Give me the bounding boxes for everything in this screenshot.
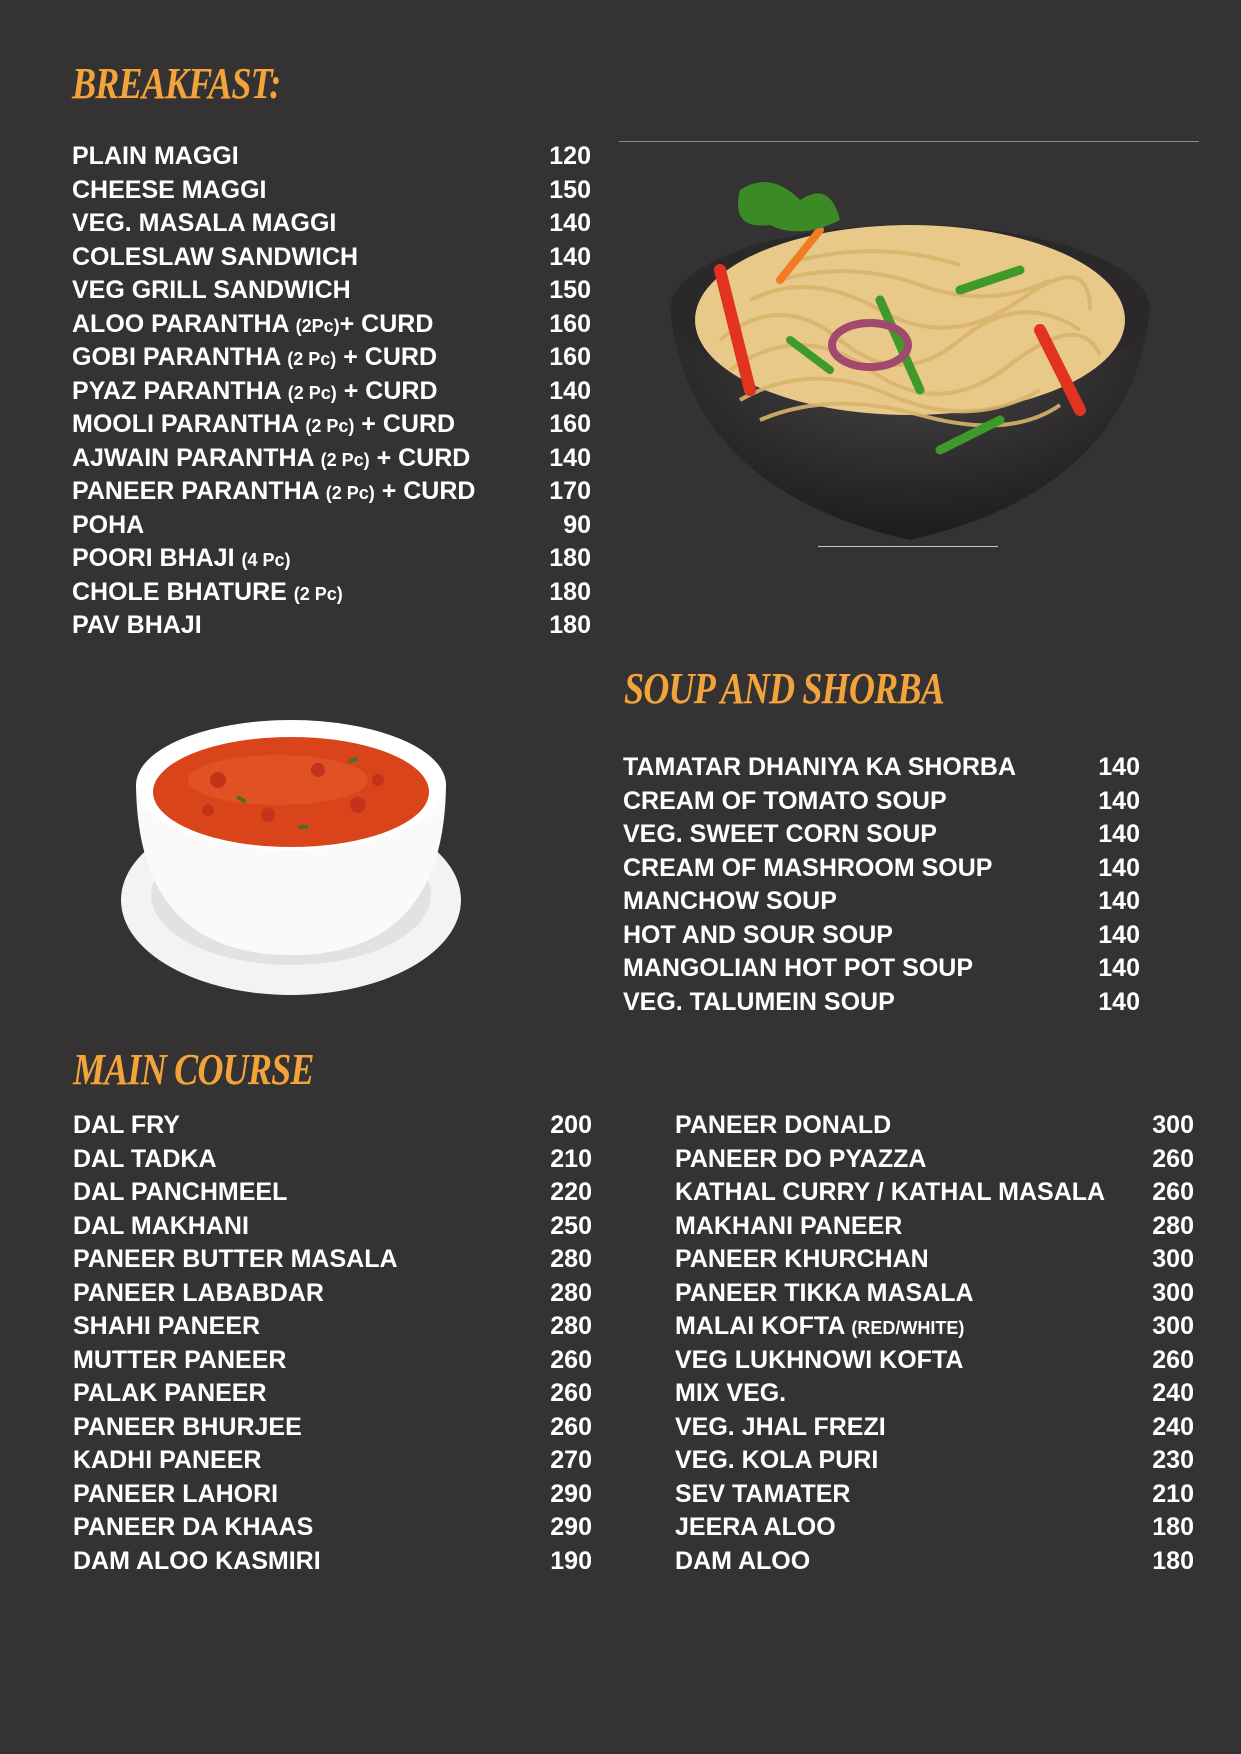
item-name-text: VEG GRILL SANDWICH [72,276,351,304]
menu-item [72,609,591,643]
item-name-text: VEG LUKHNOWI KOFTA [675,1345,964,1374]
menu-item [73,1511,592,1545]
menu-item-price: 160 [549,410,591,438]
menu-item-name [675,1109,891,1143]
menu-item-name [72,241,358,275]
item-name-text: PANEER BHURJEE [73,1412,302,1441]
menu-item [72,341,591,375]
item-name-text: PYAZ PARANTHA [72,376,288,405]
menu-item-price: 260 [1152,1144,1194,1173]
menu-item-price: 220 [550,1178,592,1206]
menu-item [623,785,1140,819]
menu-item [623,818,1140,852]
item-name-text: SHAHI PANEER [73,1312,261,1340]
menu-item-price: 260 [550,1412,592,1441]
item-name-text: PANEER DONALD [675,1111,892,1139]
item-name-text: MANCHOW SOUP [623,887,837,915]
menu-item [675,1478,1194,1512]
menu-item-name [73,1277,324,1311]
menu-item-name [72,609,202,643]
item-portion-note: (2 Pc) [320,449,370,470]
menu-item-price: 140 [1098,853,1140,882]
menu-item [73,1478,592,1512]
menu-item-name [73,1511,313,1545]
menu-item [623,885,1140,919]
item-name-text: VEG. KOLA PURI [675,1446,879,1474]
menu-item-price: 300 [1152,1278,1194,1307]
item-name-text: DAL MAKHANI [73,1211,249,1240]
breakfast-heading: BREAKFAST: [72,59,281,108]
menu-item-name [73,1176,287,1210]
item-suffix: + CURD [336,343,438,371]
menu-item-price: 140 [1098,820,1140,848]
menu-item [675,1377,1194,1411]
menu-item-name [73,1210,249,1244]
item-suffix: + CURD [354,410,456,438]
menu-item-name [675,1277,974,1311]
menu-item-name [675,1344,963,1378]
menu-item-price: 280 [1152,1211,1194,1240]
menu-item [72,241,591,275]
item-suffix: + CURD [339,309,434,338]
item-portion-note: (RED/WHITE) [851,1318,965,1338]
menu-item [675,1143,1194,1177]
menu-item [675,1277,1194,1311]
item-portion-note: (2 Pc) [293,583,343,604]
menu-item-price: 200 [550,1111,592,1139]
menu-item [675,1243,1194,1277]
menu-item-price: 150 [549,276,591,304]
menu-item-name [72,140,239,174]
menu-item [73,1243,592,1277]
menu-item-name [675,1545,810,1579]
divider-line [619,141,1199,142]
item-name-text: HOT AND SOUR SOUP [623,920,893,949]
item-name-text: PANEER LABABDAR [73,1278,324,1307]
item-name-text: CHOLE BHATURE [72,577,294,606]
item-name-text: GOBI PARANTHA [72,343,288,371]
item-name-text: DAL FRY [73,1111,180,1139]
menu-item [675,1411,1194,1445]
item-name-text: PANEER LAHORI [73,1479,279,1508]
menu-item-price: 140 [1098,954,1140,982]
item-name-text: POHA [72,510,145,539]
menu-item-name [675,1411,886,1445]
menu-item-name [73,1444,261,1478]
menu-item-price: 280 [550,1245,592,1273]
menu-item-name [73,1377,267,1411]
menu-item-name [675,1444,878,1478]
item-name-text: CHEESE MAGGI [72,175,267,204]
menu-item [72,207,591,241]
item-name-text: PLAIN MAGGI [72,142,239,170]
menu-item-price: 240 [1152,1412,1194,1441]
item-name-text: MUTTER PANEER [73,1345,287,1374]
item-name-text: ALOO PARANTHA [72,309,296,338]
item-portion-note: (2 Pc) [325,483,375,503]
menu-item-price: 190 [550,1546,592,1575]
menu-item-price: 260 [550,1345,592,1374]
menu-item-name [72,408,455,444]
menu-item-name [73,1478,278,1512]
soup-bowl-image [118,710,468,1010]
menu-item [73,1143,592,1177]
menu-item-price: 230 [1152,1446,1194,1474]
item-name-text: VEG. MASALA MAGGI [72,209,337,237]
item-name-text: CREAM OF TOMATO SOUP [623,786,947,815]
menu-item-name [73,1545,321,1579]
item-name-text: VEG. JHAL FREZI [675,1412,886,1441]
menu-item-price: 180 [1152,1513,1194,1541]
item-name-text: MALAI KOFTA [675,1312,852,1340]
soup-list [623,751,1140,1019]
menu-item-price: 300 [1152,1245,1194,1273]
menu-item-price: 210 [1152,1479,1194,1508]
menu-item [675,1344,1194,1378]
menu-item-price: 280 [550,1312,592,1340]
item-name-text: JEERA ALOO [675,1513,836,1541]
menu-item [72,140,591,174]
main-course-heading: MAIN COURSE [73,1045,314,1094]
menu-item-price: 290 [550,1479,592,1508]
menu-item-price: 170 [549,477,591,505]
menu-item-price: 180 [549,577,591,606]
item-name-text: MANGOLIAN HOT POT SOUP [623,954,973,982]
menu-item [72,442,591,476]
item-name-text: KATHAL CURRY / KATHAL MASALA [675,1178,1106,1206]
item-portion-note: (2Pc) [295,315,340,336]
menu-item [72,475,591,509]
menu-item [73,1344,592,1378]
menu-item [73,1545,592,1579]
menu-item-price: 280 [550,1278,592,1307]
menu-item-name [675,1478,850,1512]
item-name-text: COLESLAW SANDWICH [72,242,359,271]
item-name-text: PANEER TIKKA MASALA [675,1278,974,1307]
menu-item-price: 140 [549,376,591,405]
menu-item [73,1277,592,1311]
menu-item [73,1176,592,1210]
menu-item [73,1411,592,1445]
main-course-right-list [675,1109,1194,1578]
menu-item-price: 140 [1098,753,1140,781]
menu-item-name [72,375,438,411]
menu-item-name [73,1344,286,1378]
menu-item [73,1444,592,1478]
menu-item-price: 160 [549,343,591,371]
menu-item-name [623,952,973,986]
item-name-text: PAV BHAJI [72,611,202,639]
item-name-text: POORI BHAJI [72,544,242,572]
menu-item-price: 180 [1152,1546,1194,1575]
menu-item-name [675,1310,964,1346]
menu-item-price: 260 [550,1379,592,1407]
menu-item [72,375,591,409]
menu-item-price: 180 [549,544,591,572]
menu-item-price: 140 [549,443,591,472]
menu-item-name [623,818,937,852]
menu-item-price: 240 [1152,1379,1194,1407]
menu-item-name [623,785,947,819]
item-name-text: VEG. TALUMEIN SOUP [623,987,895,1016]
menu-item [623,919,1140,953]
menu-item-name [72,174,266,208]
menu-item-price: 140 [1098,987,1140,1016]
menu-item-price: 90 [563,510,591,539]
menu-item-price: 140 [1098,887,1140,915]
noodles-bowl-image [660,170,1160,550]
item-name-text: DAL PANCHMEEL [73,1178,288,1206]
menu-item [675,1511,1194,1545]
item-name-text: PANEER DO PYAZZA [675,1144,927,1173]
item-name-text: VEG. SWEET CORN SOUP [623,820,937,848]
menu-item-price: 260 [1152,1345,1194,1374]
menu-item-price: 160 [549,309,591,338]
menu-item-name [72,308,433,344]
item-name-text: MOOLI PARANTHA [72,410,306,438]
menu-item-name [72,442,470,478]
item-portion-note: (2 Pc) [287,382,337,403]
menu-item-name [675,1377,786,1411]
menu-item [675,1109,1194,1143]
menu-item-name [623,885,837,919]
menu-item-name [675,1143,926,1177]
menu-item [623,986,1140,1020]
item-name-text: SEV TAMATER [675,1479,851,1508]
menu-item [72,542,591,576]
menu-item-name [73,1411,302,1445]
main-course-left-list [73,1109,592,1578]
menu-item-name [623,852,992,886]
menu-item-price: 180 [549,611,591,639]
item-name-text: CREAM OF MASHROOM SOUP [623,853,993,882]
item-name-text: PALAK PANEER [73,1379,267,1407]
menu-item [675,1444,1194,1478]
item-name-text: PANEER PARANTHA [72,477,326,505]
menu-item [72,174,591,208]
item-name-text: TAMATAR DHANIYA KA SHORBA [623,753,1017,781]
item-portion-note: (4 Pc) [241,550,291,570]
menu-item-name [623,751,1016,785]
menu-item-name [73,1243,398,1277]
item-name-text: PANEER BUTTER MASALA [73,1245,398,1273]
menu-item-name [73,1310,260,1344]
menu-item [623,952,1140,986]
plate-line [818,546,998,547]
item-name-text: KADHI PANEER [73,1446,262,1474]
menu-item [72,509,591,543]
menu-item-name [675,1210,902,1244]
menu-item-price: 250 [550,1211,592,1240]
menu-item-name [73,1109,180,1143]
menu-item [675,1310,1194,1344]
menu-item-name [72,274,351,308]
menu-item [623,751,1140,785]
item-name-text: AJWAIN PARANTHA [72,443,321,472]
menu-item-price: 140 [1098,786,1140,815]
menu-item-price: 150 [549,175,591,204]
menu-item-name [623,986,895,1020]
menu-item-price: 120 [549,142,591,170]
soup-heading: SOUP AND SHORBA [624,664,944,713]
menu-item-price: 140 [549,242,591,271]
item-name-text: PANEER DA KHAAS [73,1513,314,1541]
menu-item-price: 300 [1152,1111,1194,1139]
menu-item-name [72,509,144,543]
menu-item [623,852,1140,886]
menu-item-name [675,1176,1105,1210]
menu-item-price: 140 [549,209,591,237]
menu-item [675,1210,1194,1244]
menu-item-price: 210 [550,1144,592,1173]
menu-item [72,408,591,442]
menu-item [675,1176,1194,1210]
item-suffix: + CURD [336,376,438,405]
menu-item [72,274,591,308]
menu-item-name [72,475,475,511]
menu-item [73,1109,592,1143]
menu-item [72,576,591,610]
menu-item-name [675,1511,836,1545]
menu-item-name [623,919,893,953]
item-suffix: + CURD [374,477,476,505]
item-portion-note: (2 Pc) [305,416,355,436]
menu-item-price: 270 [550,1446,592,1474]
menu-item-price: 140 [1098,920,1140,949]
item-name-text: MIX VEG. [675,1379,787,1407]
menu-item [73,1377,592,1411]
menu-item-name [72,576,343,612]
menu-item [675,1545,1194,1579]
menu-item-name [73,1143,217,1177]
item-name-text: DAM ALOO KASMIRI [73,1546,321,1575]
menu-item-name [72,207,336,241]
breakfast-list [72,140,591,643]
item-portion-note: (2 Pc) [287,349,337,369]
menu-item-price: 300 [1152,1312,1194,1340]
menu-item-name [72,542,291,578]
item-name-text: PANEER KHURCHAN [675,1245,929,1273]
menu-item-name [675,1243,929,1277]
menu-item [73,1310,592,1344]
item-name-text: DAM ALOO [675,1546,811,1575]
menu-item [73,1210,592,1244]
menu-item [72,308,591,342]
item-name-text: MAKHANI PANEER [675,1211,903,1240]
menu-item-price: 290 [550,1513,592,1541]
item-name-text: DAL TADKA [73,1144,217,1173]
item-suffix: + CURD [369,443,471,472]
menu-item-name [72,341,437,377]
menu-item-price: 260 [1152,1178,1194,1206]
